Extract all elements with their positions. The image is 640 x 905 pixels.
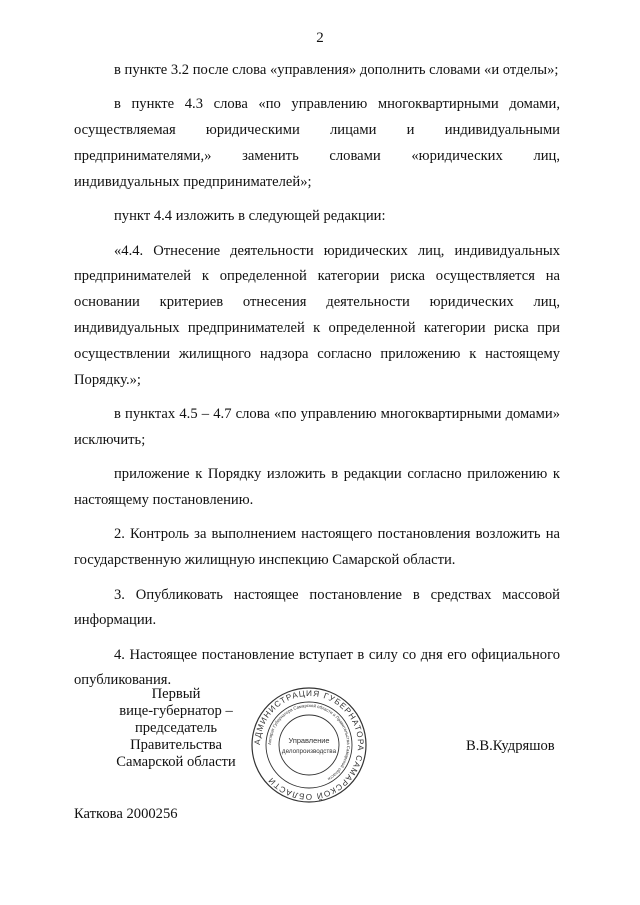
seal-center-line: Управление bbox=[288, 736, 330, 745]
signatory-title bbox=[96, 686, 256, 771]
signatory-title-line: Первый bbox=[151, 686, 201, 702]
signatory-title-line: вице-губернатор – bbox=[119, 703, 233, 719]
document-body bbox=[74, 58, 560, 703]
signatory-title-line: председатель Правительства bbox=[130, 720, 222, 753]
paragraph: в пункте 3.2 после слова «управления» дополнить словами «и отделы»; bbox=[114, 62, 559, 78]
paragraph: 3. Опубликовать настоящее постановление в средствах массовой информации. bbox=[74, 586, 560, 629]
official-seal bbox=[250, 686, 368, 804]
paragraph: 2. Контроль за выполнением настоящего постановления возложить на государственную жилищную инспекцию Самарской области. bbox=[74, 526, 560, 569]
paragraph: приложение к Порядку изложить в редакции согласно приложению к настоящему постановлению. bbox=[74, 466, 560, 508]
paragraph: «4.4. Отнесение деятельности юридических лиц, индивидуальных предпринимателей к определенной категории риска осуществляется на основании критериев отнесения деятельности юридических лиц, индивидуальных предпринимателей к определенной категории риска при осуществлении жилищного надзора согласно приложению к настоящему Порядку.»; bbox=[74, 242, 560, 388]
seal-center-line: делопроизводства bbox=[281, 748, 337, 755]
seal-outer-text: АДМИНИСТРАЦИЯ ГУБЕРНАТОРА САМАРСКОЙ ОБЛАСТИ bbox=[252, 688, 366, 802]
paragraph: пункт 4.4 изложить в следующей редакции: bbox=[114, 208, 386, 225]
signature-block bbox=[0, 686, 640, 816]
seal-inner-text: Аппарат Губернатора Самарской области и Правительства Самарской области bbox=[266, 702, 352, 782]
signatory-title-line: Самарской области bbox=[116, 754, 236, 770]
paragraph: 4. Настоящее постановление вступает в силу со дня его официального опубликования. bbox=[74, 646, 560, 689]
paragraph: в пункте 4.3 слова «по управлению многоквартирными домами, осуществляемая юридическими лицами и индивидуальными предпринимателями,» заменить словами «юридических лиц, индивидуальных предпринимателей»; bbox=[74, 96, 560, 190]
page-number: 2 bbox=[316, 30, 324, 46]
signatory-name: В.В.Кудряшов bbox=[466, 738, 555, 754]
paragraph: в пунктах 4.5 – 4.7 слова «по управлению многоквартирными домами» исключить; bbox=[74, 405, 560, 448]
executor-info: Каткова 2000256 bbox=[74, 806, 178, 822]
